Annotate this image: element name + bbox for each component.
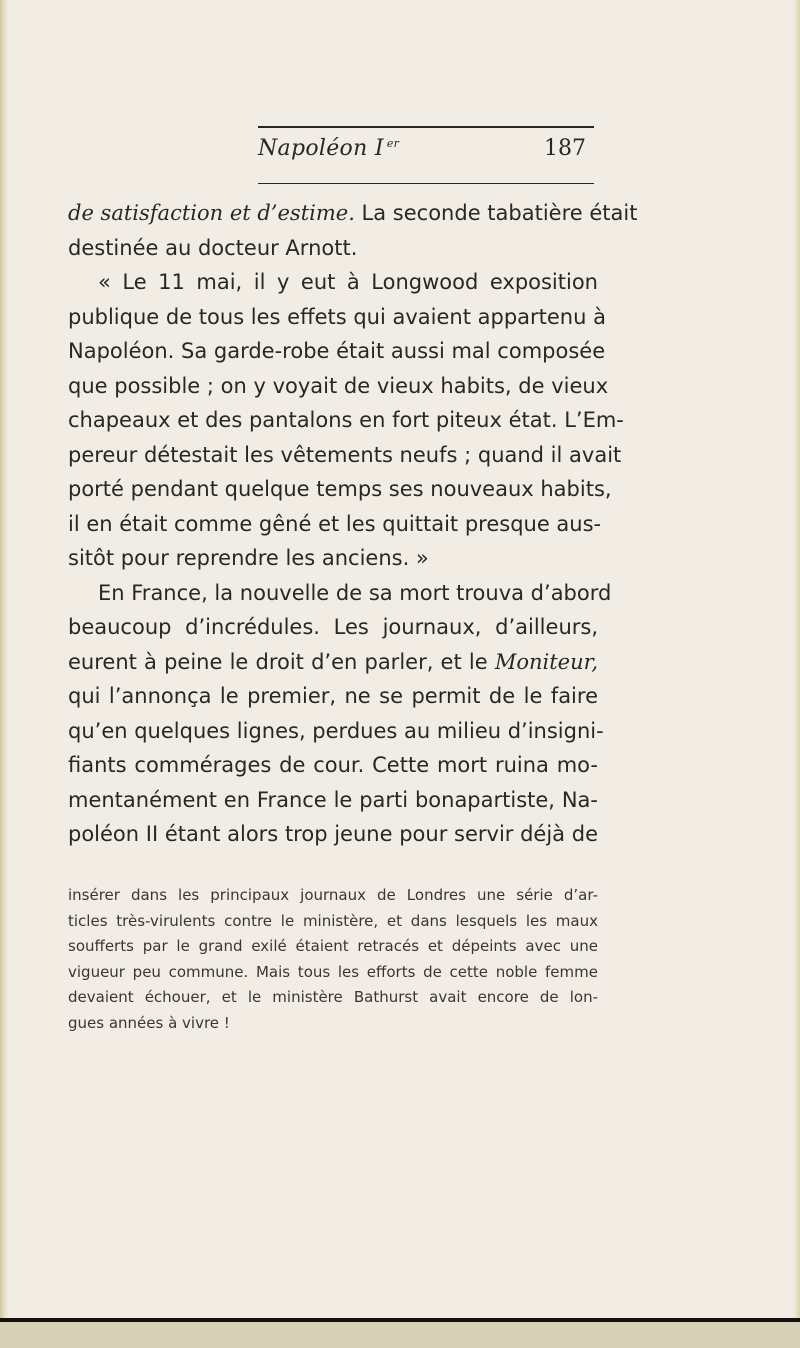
- italic-phrase: de satisfaction et d’estime.: [68, 201, 355, 225]
- body-line: beaucoup d’incrédules. Les journaux, d’ailleurs,: [68, 615, 598, 639]
- body-line: porté pendant quelque temps ses nouveaux habits,: [68, 477, 612, 501]
- body-line: pereur détestait les vêtements neufs ; quand il avait: [68, 442, 622, 467]
- text-run: La seconde tabatière était: [354, 201, 638, 225]
- body-line: [68, 645, 598, 680]
- body-line: Napoléon. Sa garde-robe était aussi mal composée: [68, 339, 606, 363]
- body-text: [68, 196, 638, 852]
- body-line: sitôt pour reprendre les anciens. »: [68, 546, 429, 570]
- body-line: poléon II étant alors trop jeune pour servir déjà de: [68, 822, 598, 846]
- running-title-superscript: er: [386, 137, 400, 150]
- footnote: [68, 883, 598, 1036]
- body-line: fiants commérages de cour. Cette mort ruina mo-: [68, 753, 598, 777]
- footnote-line: vigueur peu commune. Mais tous les efforts de cette noble femme: [68, 962, 598, 981]
- body-line: [68, 196, 638, 231]
- body-line: En France, la nouvelle de sa mort trouva d’abord: [98, 580, 612, 605]
- body-line: chapeaux et des pantalons en fort piteux état. L’Em-: [68, 408, 624, 432]
- page-number: 187: [544, 136, 586, 161]
- body-line: « Le 11 mai, il y eut à Longwood exposition: [98, 270, 598, 294]
- page-bottom-margin: [0, 1322, 800, 1348]
- italic-phrase: Moniteur,: [494, 649, 598, 674]
- header-rule-top: [258, 126, 594, 128]
- page-right-edge: [792, 0, 800, 1348]
- body-line: il en était comme gêné et les quittait presque aus-: [68, 511, 602, 536]
- running-title: [258, 136, 399, 161]
- footnote-line: insérer dans les principaux journaux de Londres une série d’ar-: [68, 886, 598, 904]
- running-title-text: Napoléon I: [258, 136, 384, 161]
- body-line: destinée au docteur Arnott.: [68, 235, 358, 260]
- header-rule-bottom: [258, 183, 594, 184]
- body-line: mentanément en France le parti bonapartiste, Na-: [68, 787, 598, 812]
- body-line: publique de tous les effets qui avaient appartenu à: [68, 304, 606, 329]
- footnote-line: soufferts par le grand exilé étaient retracés et dépeints avec une: [68, 937, 598, 955]
- body-line: que possible ; on y voyait de vieux habits, de vieux: [68, 373, 609, 398]
- body-line: qui l’annonça le premier, ne se permit de le faire: [68, 684, 598, 708]
- body-line: qu’en quelques lignes, perdues au milieu d’insigni-: [68, 718, 604, 743]
- text-run: eurent à peine le droit d’en parler, et le: [68, 649, 495, 674]
- footnote-line: gues années à vivre !: [68, 1013, 230, 1032]
- footnote-line: ticles très-virulents contre le ministère, et dans lesquels les maux: [68, 911, 598, 930]
- footnote-line: devaient échouer, et le ministère Bathurst avait encore de lon-: [68, 988, 598, 1006]
- page-left-edge: [0, 0, 9, 1348]
